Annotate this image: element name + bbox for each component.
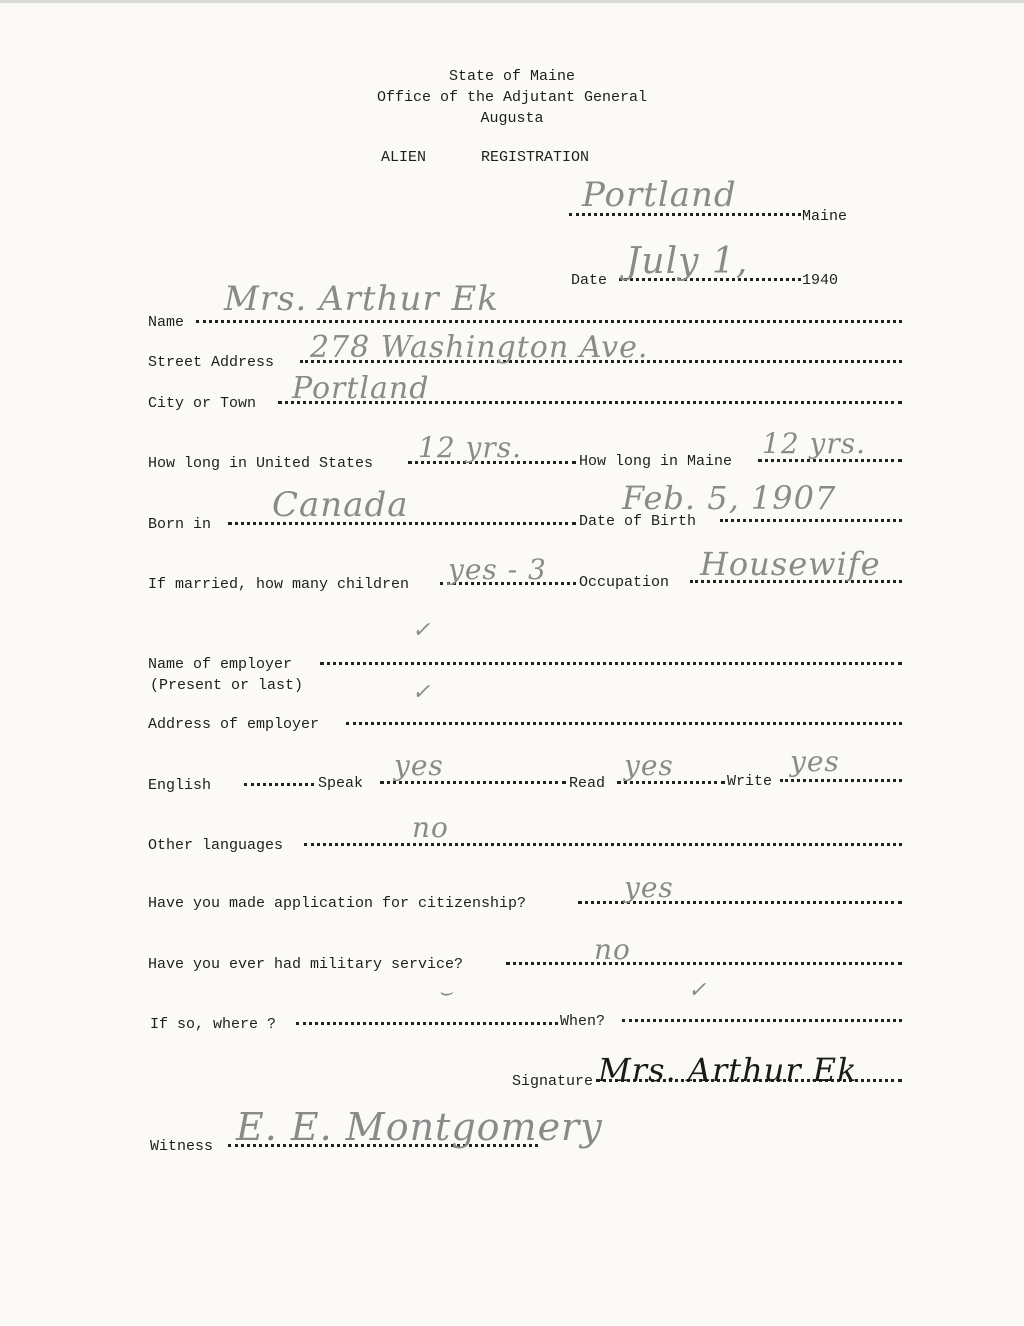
witness-value: E. E. Montgomery [236, 1105, 603, 1149]
date-value: July 1, [626, 241, 749, 282]
witness-label: Witness [150, 1138, 214, 1155]
occupation-value: Housewife [700, 545, 881, 583]
occupation-label: Occupation [579, 574, 670, 591]
born-label: Born in [148, 516, 212, 533]
place-suffix: Maine [802, 208, 848, 225]
born-value: Canada [272, 485, 409, 525]
date-label: Date [571, 272, 608, 289]
date-year: 1940 [802, 272, 839, 289]
when-dots [622, 1019, 902, 1022]
name-label: Name [148, 314, 185, 331]
english-label: English [148, 777, 212, 794]
dash-mark: ⌣ [438, 980, 453, 1005]
write-dots [780, 779, 902, 782]
employer-address-label: Address of employer [148, 716, 320, 733]
english-dots [244, 783, 314, 786]
check-mark: ✓ [412, 680, 431, 705]
signature-value: Mrs. Arthur Ek [598, 1051, 858, 1089]
header-office: Office of the Adjutant General [376, 89, 648, 106]
city-label: City or Town [148, 395, 257, 412]
dob-label: Date of Birth [579, 513, 697, 530]
city-value: Portland [292, 371, 430, 406]
form-title-alien: ALIEN [381, 149, 427, 166]
military-label: Have you ever had military service? [148, 956, 464, 973]
dob-value: Feb. 5, 1907 [622, 479, 837, 517]
name-dots [196, 320, 902, 323]
employer-address-dots [346, 722, 902, 725]
us-duration-value: 12 yrs. [418, 431, 523, 464]
employer-sublabel: (Present or last) [150, 677, 304, 694]
dob-dots [720, 519, 902, 522]
read-label: Read [569, 775, 606, 792]
speak-value: yes [394, 749, 444, 782]
check-mark: ✓ [688, 978, 707, 1003]
header-city: Augusta [480, 110, 544, 127]
form-title-registration: REGISTRATION [481, 149, 590, 166]
us-duration-label: How long in United States [148, 455, 374, 472]
write-label: Write [727, 773, 773, 790]
citizenship-label: Have you made application for citizenship? [148, 895, 527, 912]
write-value: yes [790, 745, 840, 778]
when-label: When? [560, 1013, 606, 1030]
other-languages-value: no [412, 811, 449, 844]
street-value: 278 Washington Ave. [310, 330, 649, 365]
other-languages-label: Other languages [148, 837, 284, 854]
maine-duration-value: 12 yrs. [762, 427, 867, 460]
speak-label: Speak [318, 775, 364, 792]
place-value: Portland [582, 175, 737, 215]
header-state: State of Maine [448, 68, 576, 85]
children-label: If married, how many children [148, 576, 410, 593]
employer-dots [320, 662, 902, 665]
street-label: Street Address [148, 354, 275, 371]
name-value: Mrs. Arthur Ek [224, 279, 499, 319]
military-value: no [594, 933, 631, 966]
signature-label: Signature [512, 1073, 594, 1090]
employer-label: Name of employer [148, 656, 293, 673]
read-value: yes [624, 749, 674, 782]
other-languages-dots [304, 843, 902, 846]
children-value: yes - 3 [448, 553, 547, 586]
where-dots [296, 1022, 558, 1025]
citizenship-value: yes [624, 871, 674, 904]
check-mark: ✓ [412, 618, 431, 643]
maine-duration-label: How long in Maine [579, 453, 733, 470]
place-dots [569, 213, 801, 216]
page-top-edge [0, 0, 1024, 3]
military-dots [506, 962, 902, 965]
where-label: If so, where ? [150, 1016, 277, 1033]
